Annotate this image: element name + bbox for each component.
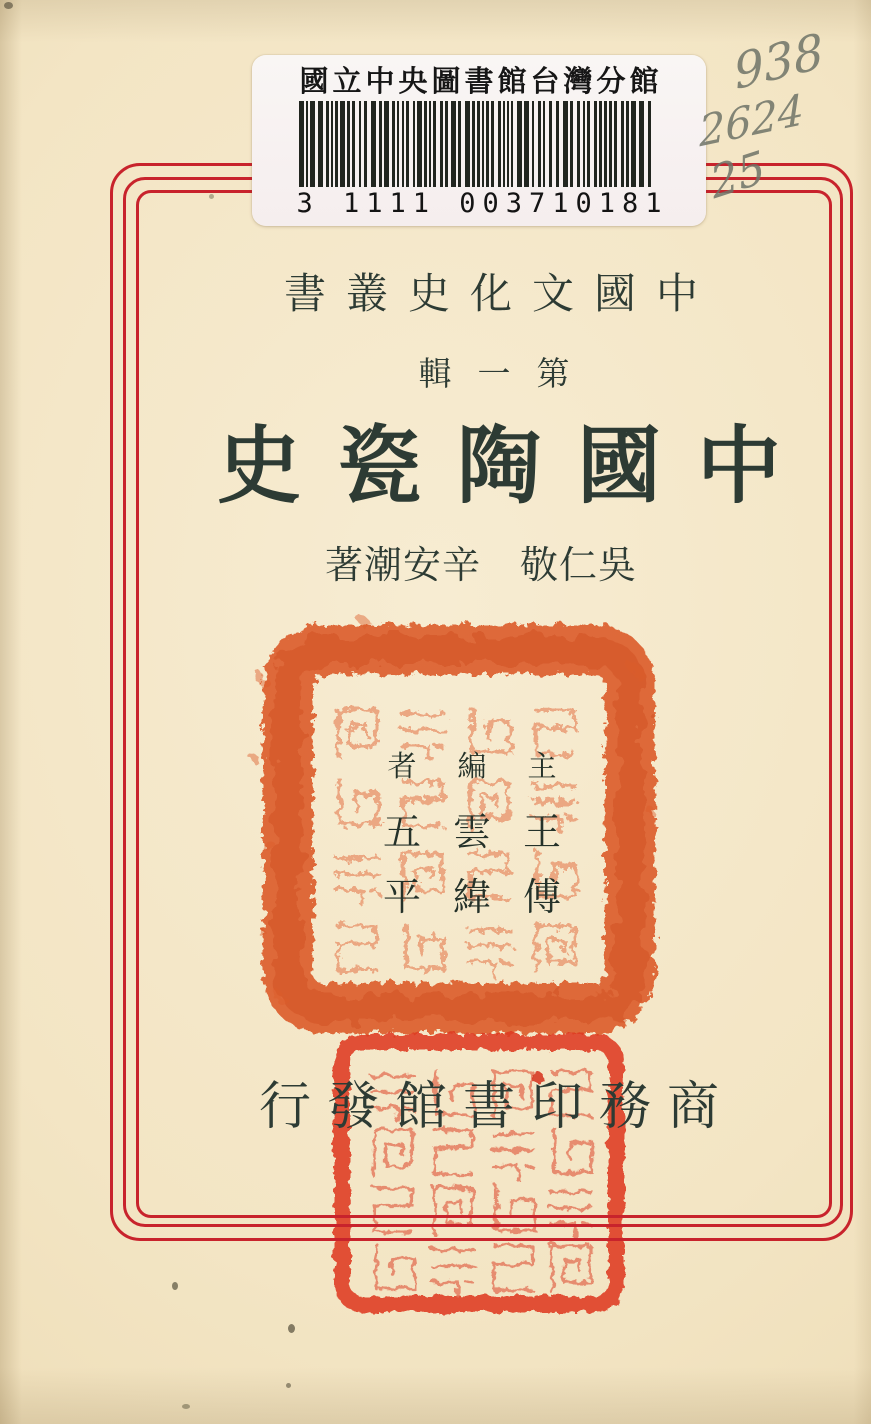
book-authors: 著潮安辛 敬仁吳 bbox=[324, 543, 637, 587]
library-barcode-label bbox=[252, 55, 706, 226]
paper-speck bbox=[4, 2, 13, 9]
paper-speck bbox=[172, 1282, 178, 1290]
paper-speck bbox=[288, 1324, 295, 1333]
publisher-line: 行發館書印務商 bbox=[258, 1077, 735, 1137]
editor-name-char: 緯 bbox=[452, 875, 491, 919]
editors-heading-char: 者 bbox=[387, 749, 417, 783]
editors-heading-char: 主 bbox=[527, 749, 557, 783]
editors-column-middle bbox=[444, 744, 500, 921]
editor-name-char: 雲 bbox=[452, 810, 491, 854]
call-number-line-3: 25 bbox=[706, 141, 770, 210]
editor-name-char: 五 bbox=[382, 810, 421, 854]
chief-editors-block bbox=[374, 744, 570, 921]
editor-name-char: 平 bbox=[382, 875, 421, 919]
editors-column-left bbox=[374, 744, 430, 921]
paper-speck bbox=[209, 194, 214, 199]
editor-name-char: 傅 bbox=[522, 875, 561, 919]
series-volume: 輯一第 bbox=[418, 354, 596, 393]
series-title: 書叢史化文國中 bbox=[283, 269, 718, 318]
editor-name-char: 王 bbox=[522, 810, 561, 854]
call-number-line-2: 2624 bbox=[698, 84, 805, 157]
book-title: 史瓷陶國中 bbox=[216, 416, 817, 515]
library-name: 國立中央圖書館台灣分館 bbox=[299, 64, 663, 98]
barcode-bars bbox=[299, 101, 660, 187]
call-number-line-1: 938 bbox=[731, 22, 827, 102]
paper-speck bbox=[182, 1404, 190, 1409]
small-seal-stamp bbox=[328, 1030, 630, 1322]
paper-speck bbox=[286, 1383, 291, 1388]
editors-column-right bbox=[514, 744, 570, 921]
editors-heading-char: 編 bbox=[457, 749, 487, 783]
barcode-number: 3 1111 003710181 bbox=[296, 187, 669, 219]
